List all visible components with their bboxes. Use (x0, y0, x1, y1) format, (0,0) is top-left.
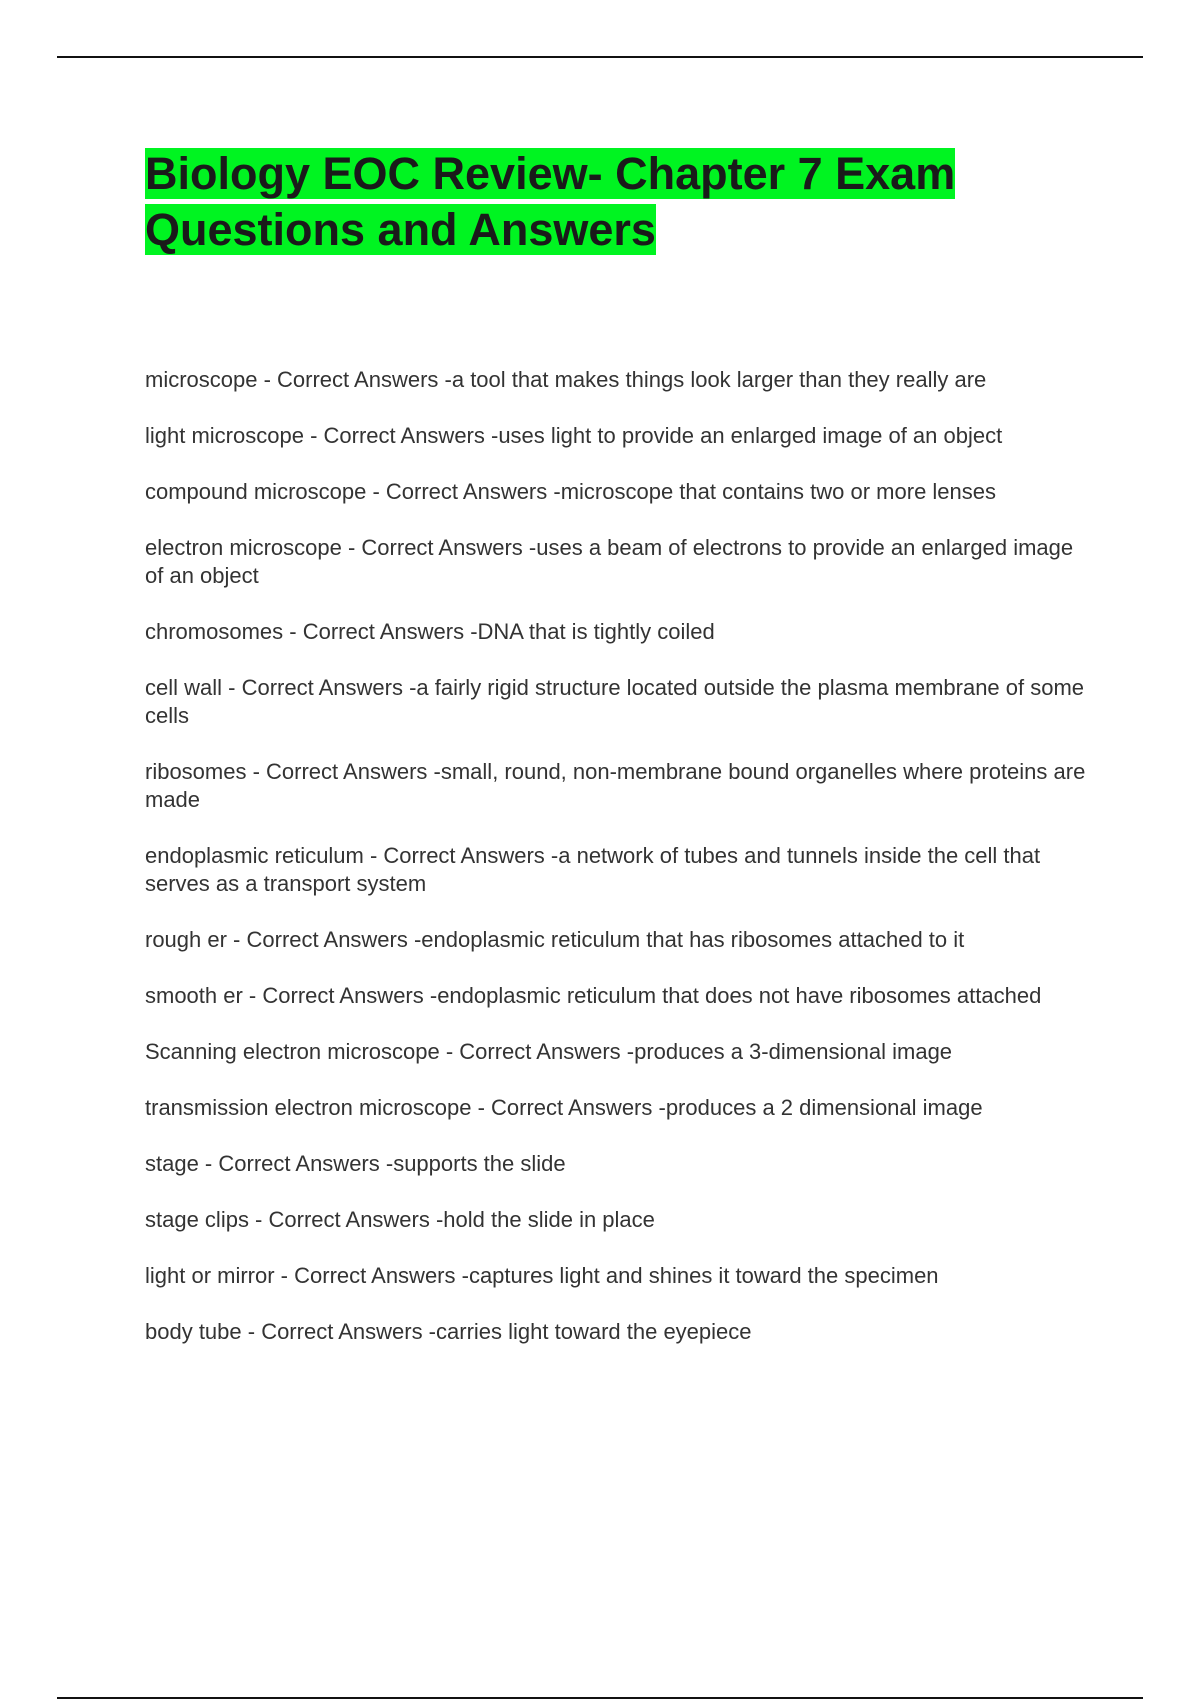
qa-entry: compound microscope - Correct Answers -microscope that contains two or more lenses (145, 479, 997, 504)
qa-entry: stage - Correct Answers -supports the slide (145, 1151, 566, 1176)
qa-list (145, 366, 1095, 1374)
qa-entry: electron microscope - Correct Answers -uses a beam of electrons to provide an enlarged image of an object (145, 535, 1074, 588)
qa-entry: body tube - Correct Answers -carries light toward the eyepiece (145, 1319, 752, 1344)
qa-entry: rough er - Correct Answers -endoplasmic reticulum that has ribosomes attached to it (145, 927, 965, 952)
document-title (145, 146, 1045, 258)
qa-entry: Scanning electron microscope - Correct Answers -produces a 3-dimensional image (145, 1039, 953, 1064)
qa-entry: endoplasmic reticulum - Correct Answers -a network of tubes and tunnels inside the cell that serves as a transport system (145, 843, 1041, 896)
bottom-rule (57, 1697, 1143, 1699)
qa-entry: light or mirror - Correct Answers -captures light and shines it toward the specimen (145, 1263, 939, 1288)
qa-entry: stage clips - Correct Answers -hold the slide in place (145, 1207, 655, 1232)
qa-entry: smooth er - Correct Answers -endoplasmic reticulum that does not have ribosomes attached (145, 983, 1042, 1008)
top-rule (57, 56, 1143, 58)
qa-entry: light microscope - Correct Answers -uses light to provide an enlarged image of an object (145, 423, 1003, 448)
qa-entry: microscope - Correct Answers -a tool that makes things look larger than they really are (145, 367, 987, 392)
qa-entry: cell wall - Correct Answers -a fairly rigid structure located outside the plasma membrane of some cells (145, 675, 1085, 728)
qa-entry: transmission electron microscope - Correct Answers -produces a 2 dimensional image (145, 1095, 983, 1120)
qa-entry: chromosomes - Correct Answers -DNA that is tightly coiled (145, 619, 715, 644)
title-highlight: Biology EOC Review- Chapter 7 Exam Questions and Answers (145, 148, 956, 255)
qa-entry: ribosomes - Correct Answers -small, round, non-membrane bound organelles where proteins are made (145, 759, 1086, 812)
